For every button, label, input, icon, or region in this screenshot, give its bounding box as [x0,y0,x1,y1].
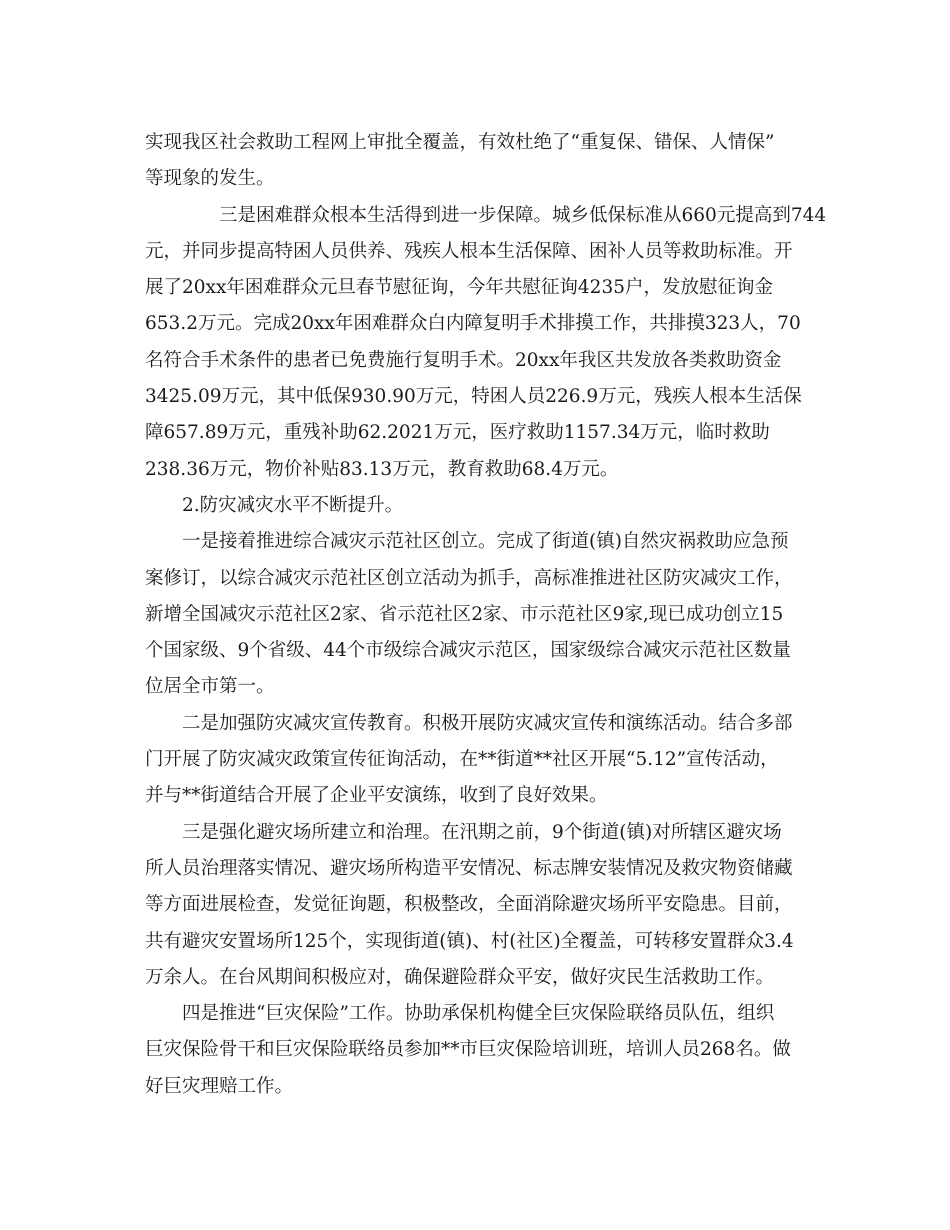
section-heading-disaster-prevention [145,488,810,524]
text-line: 三是困难群众根本生活得到进一步保障。城乡低保标准从660元提高到744 [219,204,827,226]
text-line: 门开展了防灾减灾政策宣传征询活动，在**街道**社区开展“5.12”宣传活动， [145,749,779,771]
text-line: 障657.89万元，重残补助62.2021万元，医疗救助1157.34万元，临时救助 [145,422,770,444]
text-line: 3425.09万元，其中低保930.90万元，特困人员226.9万元，残疾人根本生活保 [145,386,802,408]
text-line: 好巨灾理赔工作。 [145,1075,294,1097]
text-line: 名符合手术条件的患者已免费施行复明手术。20xx年我区共发放各类救助资金 [145,349,782,371]
text-line: 三是强化避灾场所建立和治理。在汛期之前，9个街道(镇)对所辖区避灾场 [182,821,782,843]
paragraph-shelter-management [145,815,810,996]
text-line: 案修订，以综合减灾示范社区创立活动为抓手，高标准推进社区防灾减灾工作， [145,567,793,589]
document-body [145,125,827,1105]
text-line: 展了20xx年困难群众元旦春节慰征询，今年共慰征询4235户，发放慰征询金 [145,277,773,299]
text-line: 万余人。在台风期间积极应对，确保避险群众平安，做好灾民生活救助工作。 [145,966,775,988]
paragraph-catastrophe-insurance [145,996,810,1105]
text-line: 238.36万元，物价补贴83.13万元，教育救助68.4万元。 [145,458,619,480]
text-line: 四是推进“巨灾保险”工作。协助承保机构健全巨灾保险联络员队伍，组织 [182,1003,775,1025]
paragraph-living-security [145,198,827,488]
text-line: 共有避灾安置场所125个，实现街道(镇)、村(社区)全覆盖，可转移安置群众3.4 [145,930,794,952]
paragraph-demo-community [145,524,810,705]
text-line: 并与**街道结合开展了企业平安演练，收到了良好效果。 [145,785,608,807]
text-line: 所人员治理落实情况、避灾场所构造平安情况、标志牌安装情况及救灾物资储藏 [145,857,793,879]
paragraph-intro-continuation [145,125,810,198]
text-line: 新增全国减灾示范社区2家、省示范社区2家、市示范社区9家,现已成功创立15 [145,603,784,625]
text-line: 二是加强防灾减灾宣传教育。积极开展防灾减灾宣传和演练活动。结合多部 [182,712,793,734]
text-line: 等方面进展检查，发觉征询题，积极整改，全面消除避灾场所平安隐患。目前， [145,894,793,916]
text-line: 实现我区社会救助工程网上审批全覆盖，有效杜绝了“重复保、错保、人情保” [145,132,775,153]
text-line: 653.2万元。完成20xx年困难群众白内障复明手术排摸工作，共排摸323人，70 [145,313,801,335]
text-line: 等现象的发生。 [145,168,275,190]
text-line: 位居全市第一。 [145,676,275,698]
paragraph-publicity-education [145,706,810,815]
text-line: 2.防灾减灾水平不断提升。 [182,494,404,516]
text-line: 元，并同步提高特困人员供养、残疾人根本生活保障、困补人员等救助标准。开 [145,240,793,262]
text-line: 一是接着推进综合减灾示范社区创立。完成了街道(镇)自然灾祸救助应急预 [182,531,789,553]
text-line: 个国家级、9个省级、44个市级综合减灾示范区，国家级综合减灾示范社区数量 [145,640,791,662]
text-line: 巨灾保险骨干和巨灾保险联络员参加**市巨灾保险培训班，培训人员268名。做 [145,1039,791,1061]
